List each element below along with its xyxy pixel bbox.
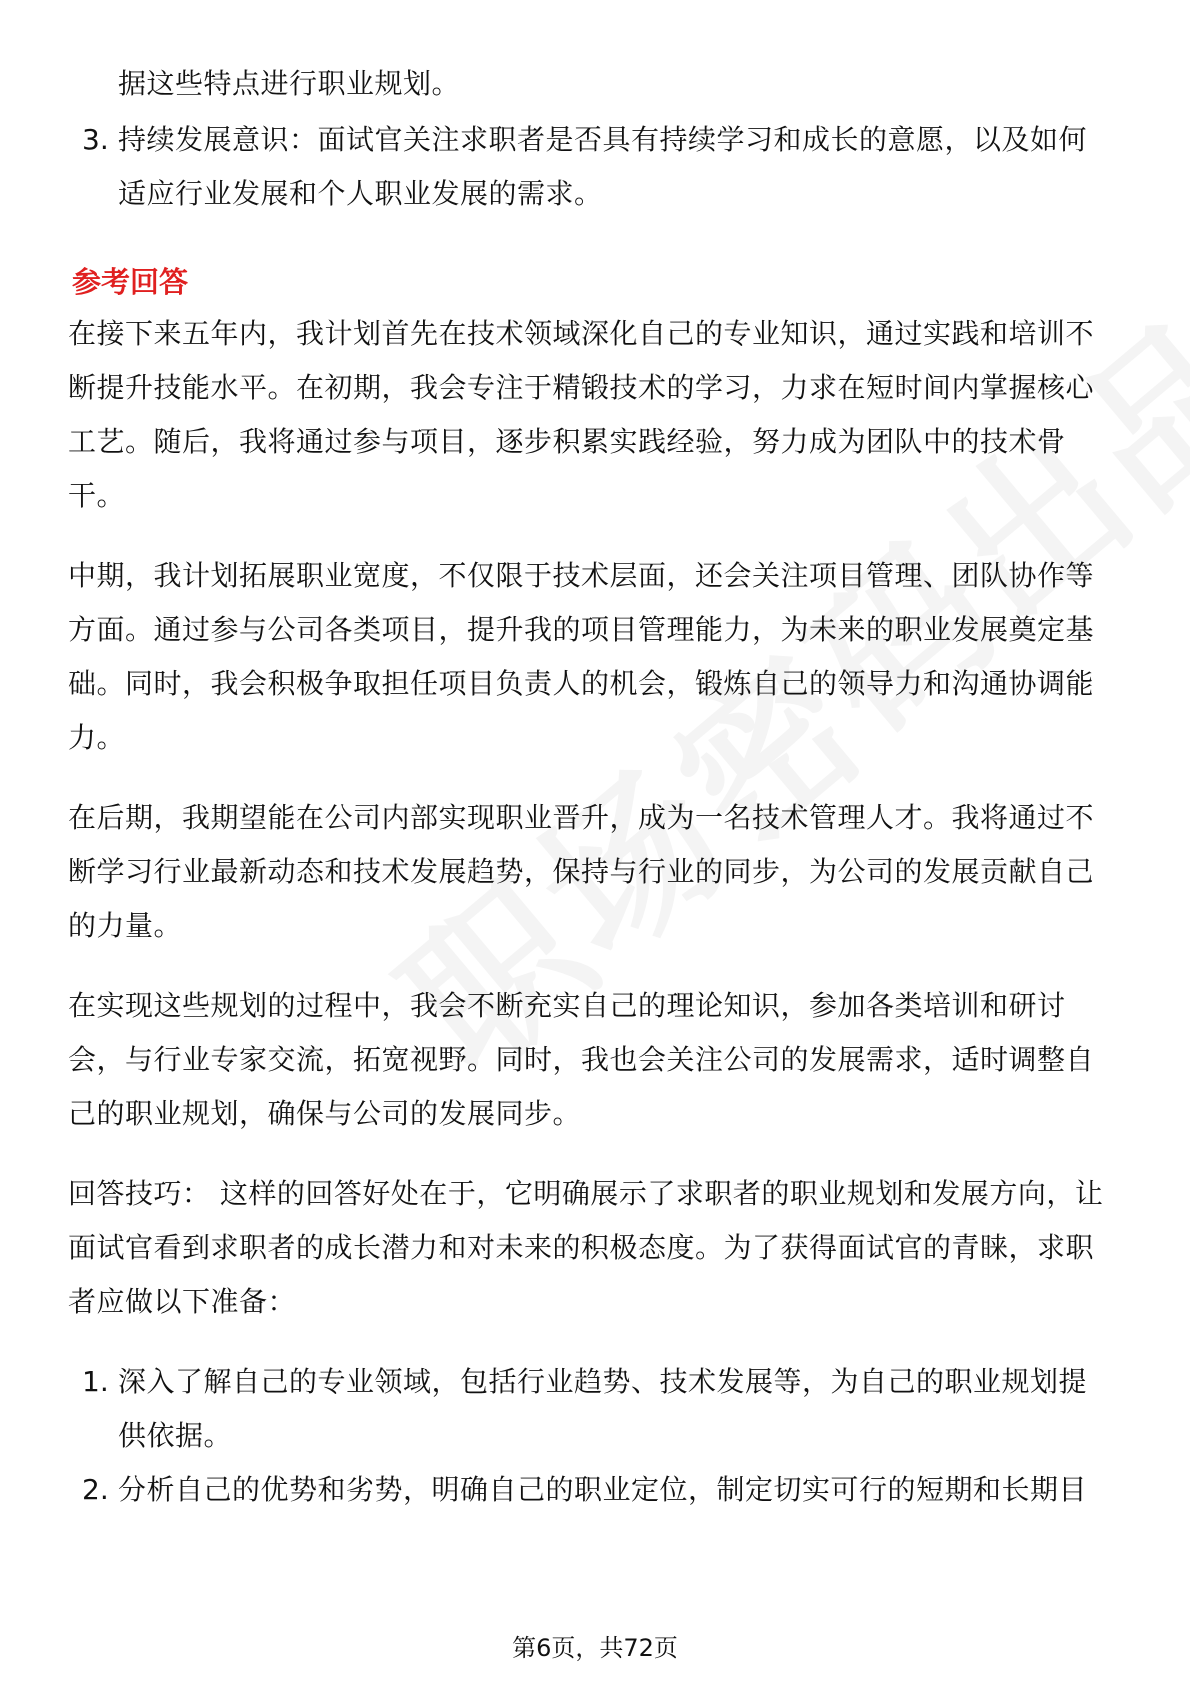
page-number: 第6页，共72页 (512, 1634, 678, 1662)
paragraph-line: 在后期，我期望能在公司内部实现职业晋升，成为一名技术管理人才。我将通过不 (68, 801, 1095, 834)
paragraph-line: 回答技巧： 这样的回答好处在于，它明确展示了求职者的职业规划和发展方向，让 (68, 1177, 1104, 1210)
prep-item-1-line: 深入了解自己的专业领域，包括行业趋势、技术发展等，为自己的职业规划提 (118, 1365, 1088, 1398)
paragraph-line: 在实现这些规划的过程中，我会不断充实自己的理论知识，参加各类培训和研讨 (68, 989, 1066, 1022)
paragraph-line: 断提升技能水平。在初期，我会专注于精锻技术的学习，力求在短时间内掌握核心 (68, 371, 1095, 404)
paragraph-line: 在接下来五年内，我计划首先在技术领域深化自己的专业知识，通过实践和培训不 (68, 317, 1095, 350)
paragraph-line: 己的职业规划，确保与公司的发展同步。 (68, 1097, 582, 1130)
paragraph-line: 础。同时，我会积极争取担任项目负责人的机会，锻炼自己的领导力和沟通协调能 (68, 667, 1095, 700)
paragraph-line: 者应做以下准备： (68, 1285, 297, 1318)
paragraph-line: 面试官看到求职者的成长潜力和对未来的积极态度。为了获得面试官的青睐，求职 (68, 1231, 1095, 1264)
prep-item-1-number: 1. (82, 1365, 109, 1398)
paragraph-line: 干。 (68, 479, 126, 512)
paragraph-line: 的力量。 (68, 909, 183, 942)
paragraph-line: 方面。通过参与公司各类项目，提升我的项目管理能力，为未来的职业发展奠定基 (68, 613, 1095, 646)
paragraph-line: 力。 (68, 721, 126, 754)
prep-item-2-line: 分析自己的优势和劣势，明确自己的职业定位，制定切实可行的短期和长期目 (118, 1473, 1088, 1506)
paragraph-line: 断学习行业最新动态和技术发展趋势，保持与行业的同步，为公司的发展贡献自己 (68, 855, 1095, 888)
list-item-3-line: 持续发展意识：面试官关注求职者是否具有持续学习和成长的意愿，以及如何 (118, 123, 1088, 156)
prep-item-1-line: 供依据。 (118, 1419, 233, 1452)
paragraph-line: 工艺。随后，我将通过参与项目，逐步积累实践经验，努力成为团队中的技术骨 (68, 425, 1066, 458)
list-item-3-line: 适应行业发展和个人职业发展的需求。 (118, 177, 603, 210)
list-item-2-tail: 据这些特点进行职业规划。 (118, 67, 461, 100)
paragraph-line: 会，与行业专家交流，拓宽视野。同时，我也会关注公司的发展需求，适时调整自 (68, 1043, 1095, 1076)
paragraph-line: 中期，我计划拓展职业宽度，不仅限于技术层面，还会关注项目管理、团队协作等 (68, 559, 1095, 592)
prep-item-2-number: 2. (82, 1473, 109, 1506)
section-heading: 参考回答 (72, 265, 189, 299)
list-item-3-number: 3. (82, 123, 109, 156)
